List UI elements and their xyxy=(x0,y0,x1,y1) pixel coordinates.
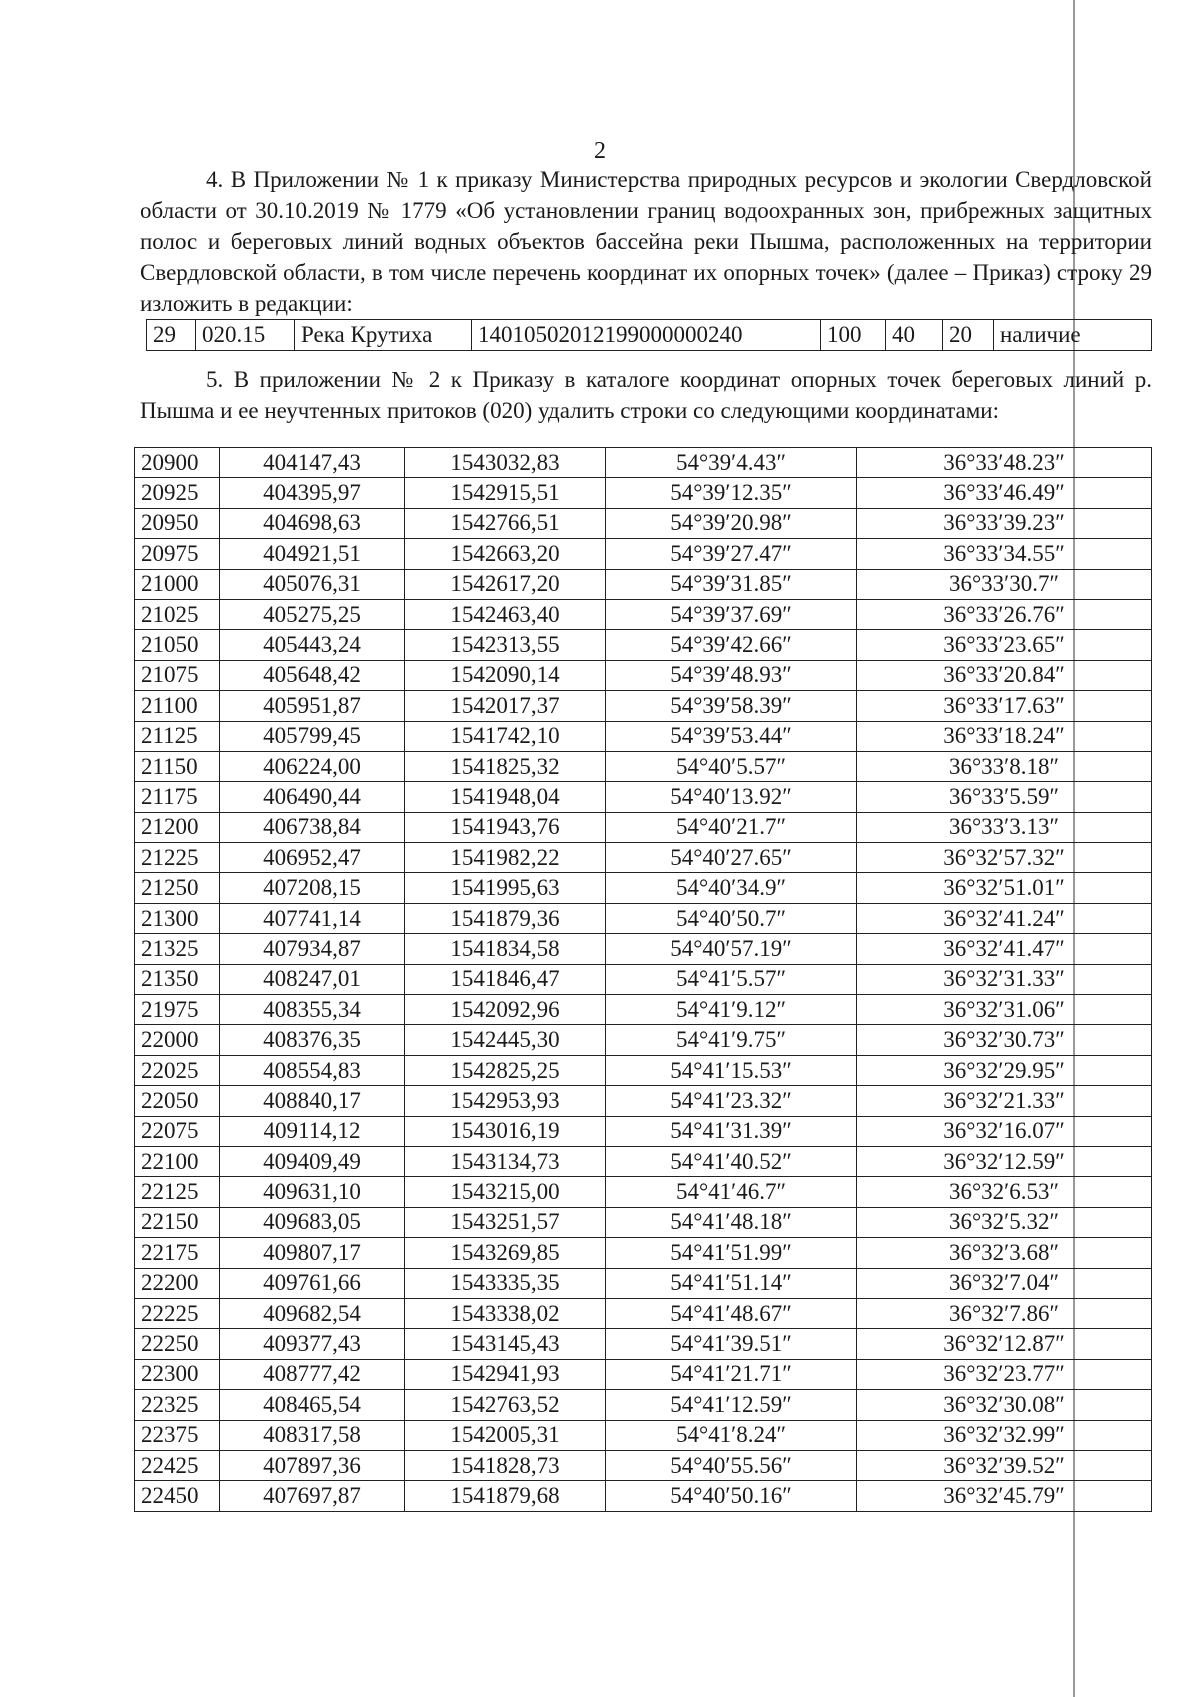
longitude-cell: 36°32′41.47″ xyxy=(857,934,1152,964)
table-row xyxy=(135,1359,1152,1389)
y-coordinate-cell: 1542915,51 xyxy=(405,478,606,508)
y-coordinate-cell: 1541825,32 xyxy=(405,751,606,781)
paragraph-5-text: 5. В приложении № 2 к Приказу в каталоге координат опорных точек береговых линий р. Пышма и ее неучтенных притоков (020) удалить строки со следующими координатами: xyxy=(140,367,1152,423)
longitude-cell: 36°33′30.7″ xyxy=(857,569,1152,599)
y-coordinate-cell: 1541879,68 xyxy=(405,1481,606,1511)
latitude-cell: 54°41′31.39″ xyxy=(606,1116,857,1146)
y-coordinate-cell: 1543335,35 xyxy=(405,1268,606,1298)
y-coordinate-cell: 1543145,43 xyxy=(405,1329,606,1359)
point-id-cell: 22450 xyxy=(135,1481,220,1511)
longitude-cell: 36°32′30.08″ xyxy=(857,1390,1152,1420)
point-id-cell: 22150 xyxy=(135,1207,220,1237)
x-coordinate-cell: 409377,43 xyxy=(220,1329,405,1359)
y-coordinate-cell: 1541948,04 xyxy=(405,782,606,812)
table-row xyxy=(135,660,1152,690)
latitude-cell: 54°40′13.92″ xyxy=(606,782,857,812)
x-coordinate-cell: 409631,10 xyxy=(220,1177,405,1207)
x-coordinate-cell: 405799,45 xyxy=(220,721,405,751)
latitude-cell: 54°39′37.69″ xyxy=(606,599,857,629)
longitude-cell: 36°33′8.18″ xyxy=(857,751,1152,781)
latitude-cell: 54°41′51.14″ xyxy=(606,1268,857,1298)
longitude-cell: 36°32′12.59″ xyxy=(857,1146,1152,1176)
point-id-cell: 21050 xyxy=(135,630,220,660)
table-row xyxy=(135,1116,1152,1146)
longitude-cell: 36°33′20.84″ xyxy=(857,660,1152,690)
x-coordinate-cell: 409683,05 xyxy=(220,1207,405,1237)
latitude-cell: 54°41′12.59″ xyxy=(606,1390,857,1420)
y-coordinate-cell: 1541834,58 xyxy=(405,934,606,964)
table-row xyxy=(135,630,1152,660)
x-coordinate-cell: 404921,51 xyxy=(220,539,405,569)
point-id-cell: 21125 xyxy=(135,721,220,751)
longitude-cell: 36°32′31.33″ xyxy=(857,964,1152,994)
table-row xyxy=(135,448,1152,478)
table-row xyxy=(135,1207,1152,1237)
x-coordinate-cell: 408317,58 xyxy=(220,1420,405,1450)
longitude-cell: 36°32′39.52″ xyxy=(857,1450,1152,1480)
longitude-cell: 36°32′51.01″ xyxy=(857,873,1152,903)
paragraph-5 xyxy=(140,364,1152,426)
point-id-cell: 22050 xyxy=(135,1086,220,1116)
y-coordinate-cell: 1543269,85 xyxy=(405,1238,606,1268)
latitude-cell: 54°40′34.9″ xyxy=(606,873,857,903)
latitude-cell: 54°39′27.47″ xyxy=(606,539,857,569)
longitude-cell: 36°33′46.49″ xyxy=(857,478,1152,508)
y-coordinate-cell: 1543338,02 xyxy=(405,1298,606,1328)
x-coordinate-cell: 407208,15 xyxy=(220,873,405,903)
coordinates-table-body xyxy=(135,448,1152,1512)
x-coordinate-cell: 404698,63 xyxy=(220,508,405,538)
point-id-cell: 22125 xyxy=(135,1177,220,1207)
row29-name: Река Крутиха xyxy=(295,320,472,351)
table-row xyxy=(135,1298,1152,1328)
point-id-cell: 21200 xyxy=(135,812,220,842)
longitude-cell: 36°33′18.24″ xyxy=(857,721,1152,751)
x-coordinate-cell: 405076,31 xyxy=(220,569,405,599)
table-row xyxy=(135,903,1152,933)
table-row xyxy=(135,1481,1152,1511)
longitude-cell: 36°33′17.63″ xyxy=(857,691,1152,721)
longitude-cell: 36°32′7.86″ xyxy=(857,1298,1152,1328)
y-coordinate-cell: 1542663,20 xyxy=(405,539,606,569)
point-id-cell: 22075 xyxy=(135,1116,220,1146)
y-coordinate-cell: 1542617,20 xyxy=(405,569,606,599)
point-id-cell: 21225 xyxy=(135,843,220,873)
row-29-table xyxy=(146,319,1152,351)
x-coordinate-cell: 406952,47 xyxy=(220,843,405,873)
y-coordinate-cell: 1541742,10 xyxy=(405,721,606,751)
table-row xyxy=(135,1420,1152,1450)
x-coordinate-cell: 408355,34 xyxy=(220,995,405,1025)
table-row xyxy=(135,508,1152,538)
latitude-cell: 54°39′58.39″ xyxy=(606,691,857,721)
point-id-cell: 20975 xyxy=(135,539,220,569)
y-coordinate-cell: 1542953,93 xyxy=(405,1086,606,1116)
latitude-cell: 54°39′4.43″ xyxy=(606,448,857,478)
table-row xyxy=(135,569,1152,599)
y-coordinate-cell: 1542763,52 xyxy=(405,1390,606,1420)
x-coordinate-cell: 408840,17 xyxy=(220,1086,405,1116)
latitude-cell: 54°40′27.65″ xyxy=(606,843,857,873)
y-coordinate-cell: 1543251,57 xyxy=(405,1207,606,1237)
table-row xyxy=(135,539,1152,569)
latitude-cell: 54°41′40.52″ xyxy=(606,1146,857,1176)
longitude-cell: 36°32′3.68″ xyxy=(857,1238,1152,1268)
longitude-cell: 36°32′16.07″ xyxy=(857,1116,1152,1146)
point-id-cell: 22325 xyxy=(135,1390,220,1420)
y-coordinate-cell: 1541943,76 xyxy=(405,812,606,842)
table-row xyxy=(135,1177,1152,1207)
latitude-cell: 54°39′31.85″ xyxy=(606,569,857,599)
longitude-cell: 36°32′29.95″ xyxy=(857,1055,1152,1085)
longitude-cell: 36°32′41.24″ xyxy=(857,903,1152,933)
point-id-cell: 22375 xyxy=(135,1420,220,1450)
y-coordinate-cell: 1542090,14 xyxy=(405,660,606,690)
latitude-cell: 54°41′39.51″ xyxy=(606,1329,857,1359)
table-row xyxy=(135,751,1152,781)
point-id-cell: 22250 xyxy=(135,1329,220,1359)
x-coordinate-cell: 404395,97 xyxy=(220,478,405,508)
x-coordinate-cell: 405443,24 xyxy=(220,630,405,660)
table-row xyxy=(135,782,1152,812)
latitude-cell: 54°41′9.12″ xyxy=(606,995,857,1025)
longitude-cell: 36°32′32.99″ xyxy=(857,1420,1152,1450)
point-id-cell: 21975 xyxy=(135,995,220,1025)
latitude-cell: 54°41′51.99″ xyxy=(606,1238,857,1268)
latitude-cell: 54°39′42.66″ xyxy=(606,630,857,660)
longitude-cell: 36°32′57.32″ xyxy=(857,843,1152,873)
x-coordinate-cell: 407741,14 xyxy=(220,903,405,933)
longitude-cell: 36°33′3.13″ xyxy=(857,812,1152,842)
x-coordinate-cell: 404147,43 xyxy=(220,448,405,478)
x-coordinate-cell: 405648,42 xyxy=(220,660,405,690)
y-coordinate-cell: 1543134,73 xyxy=(405,1146,606,1176)
latitude-cell: 54°41′5.57″ xyxy=(606,964,857,994)
latitude-cell: 54°40′21.7″ xyxy=(606,812,857,842)
table-row xyxy=(135,934,1152,964)
point-id-cell: 21175 xyxy=(135,782,220,812)
latitude-cell: 54°40′50.7″ xyxy=(606,903,857,933)
y-coordinate-cell: 1542005,31 xyxy=(405,1420,606,1450)
longitude-cell: 36°32′12.87″ xyxy=(857,1329,1152,1359)
x-coordinate-cell: 409682,54 xyxy=(220,1298,405,1328)
point-id-cell: 21100 xyxy=(135,691,220,721)
latitude-cell: 54°41′9.75″ xyxy=(606,1025,857,1055)
point-id-cell: 21350 xyxy=(135,964,220,994)
x-coordinate-cell: 408376,35 xyxy=(220,1025,405,1055)
x-coordinate-cell: 406224,00 xyxy=(220,751,405,781)
latitude-cell: 54°40′57.19″ xyxy=(606,934,857,964)
point-id-cell: 22200 xyxy=(135,1268,220,1298)
y-coordinate-cell: 1542445,30 xyxy=(405,1025,606,1055)
coordinates-table xyxy=(134,447,1152,1512)
point-id-cell: 21300 xyxy=(135,903,220,933)
longitude-cell: 36°33′5.59″ xyxy=(857,782,1152,812)
row29-code: 020.15 xyxy=(196,320,295,351)
table-row xyxy=(135,691,1152,721)
longitude-cell: 36°32′6.53″ xyxy=(857,1177,1152,1207)
y-coordinate-cell: 1542017,37 xyxy=(405,691,606,721)
y-coordinate-cell: 1543215,00 xyxy=(405,1177,606,1207)
latitude-cell: 54°39′12.35″ xyxy=(606,478,857,508)
point-id-cell: 22000 xyxy=(135,1025,220,1055)
longitude-cell: 36°32′7.04″ xyxy=(857,1268,1152,1298)
table-row xyxy=(135,1086,1152,1116)
x-coordinate-cell: 405275,25 xyxy=(220,599,405,629)
x-coordinate-cell: 407697,87 xyxy=(220,1481,405,1511)
y-coordinate-cell: 1541982,22 xyxy=(405,843,606,873)
latitude-cell: 54°40′5.57″ xyxy=(606,751,857,781)
point-id-cell: 22175 xyxy=(135,1238,220,1268)
y-coordinate-cell: 1543032,83 xyxy=(405,448,606,478)
longitude-cell: 36°33′48.23″ xyxy=(857,448,1152,478)
point-id-cell: 21000 xyxy=(135,569,220,599)
y-coordinate-cell: 1542766,51 xyxy=(405,508,606,538)
x-coordinate-cell: 409807,17 xyxy=(220,1238,405,1268)
point-id-cell: 22225 xyxy=(135,1298,220,1328)
y-coordinate-cell: 1541846,47 xyxy=(405,964,606,994)
paragraph-4-text: 4. В Приложении № 1 к приказу Министерства природных ресурсов и экологии Свердловской области от 30.10.2019 № 1779 «Об установлении границ водоохранных зон, прибрежных защитных полос и береговых линий водных объектов бассейна реки Пышма, расположенных на территории Свердловской области, в том числе перечень координат их опорных точек» (далее – Приказ) строку 29 изложить в редакции: xyxy=(140,167,1152,316)
latitude-cell: 54°39′20.98″ xyxy=(606,508,857,538)
table-row xyxy=(135,843,1152,873)
row29-value-1: 100 xyxy=(821,320,886,351)
longitude-cell: 36°33′23.65″ xyxy=(857,630,1152,660)
x-coordinate-cell: 406490,44 xyxy=(220,782,405,812)
table-row xyxy=(135,1025,1152,1055)
longitude-cell: 36°32′23.77″ xyxy=(857,1359,1152,1389)
longitude-cell: 36°33′39.23″ xyxy=(857,508,1152,538)
point-id-cell: 21325 xyxy=(135,934,220,964)
longitude-cell: 36°32′45.79″ xyxy=(857,1481,1152,1511)
y-coordinate-cell: 1542313,55 xyxy=(405,630,606,660)
latitude-cell: 54°41′21.71″ xyxy=(606,1359,857,1389)
x-coordinate-cell: 408247,01 xyxy=(220,964,405,994)
y-coordinate-cell: 1542463,40 xyxy=(405,599,606,629)
x-coordinate-cell: 408777,42 xyxy=(220,1359,405,1389)
table-row xyxy=(135,995,1152,1025)
point-id-cell: 20925 xyxy=(135,478,220,508)
point-id-cell: 21150 xyxy=(135,751,220,781)
longitude-cell: 36°33′34.55″ xyxy=(857,539,1152,569)
point-id-cell: 21075 xyxy=(135,660,220,690)
table-row xyxy=(135,721,1152,751)
latitude-cell: 54°40′55.56″ xyxy=(606,1450,857,1480)
y-coordinate-cell: 1542941,93 xyxy=(405,1359,606,1389)
paragraph-4 xyxy=(140,164,1152,319)
longitude-cell: 36°32′30.73″ xyxy=(857,1025,1152,1055)
point-id-cell: 22425 xyxy=(135,1450,220,1480)
row29-registry-code: 14010502012199000000240 xyxy=(472,320,821,351)
latitude-cell: 54°40′50.16″ xyxy=(606,1481,857,1511)
y-coordinate-cell: 1541995,63 xyxy=(405,873,606,903)
x-coordinate-cell: 408465,54 xyxy=(220,1390,405,1420)
table-row xyxy=(135,1329,1152,1359)
x-coordinate-cell: 407897,36 xyxy=(220,1450,405,1480)
point-id-cell: 21250 xyxy=(135,873,220,903)
table-row xyxy=(135,599,1152,629)
x-coordinate-cell: 409409,49 xyxy=(220,1146,405,1176)
y-coordinate-cell: 1542825,25 xyxy=(405,1055,606,1085)
row29-value-2: 40 xyxy=(886,320,943,351)
longitude-cell: 36°32′5.32″ xyxy=(857,1207,1152,1237)
row29-value-3: 20 xyxy=(943,320,994,351)
table-row xyxy=(135,1268,1152,1298)
latitude-cell: 54°41′8.24″ xyxy=(606,1420,857,1450)
latitude-cell: 54°39′53.44″ xyxy=(606,721,857,751)
longitude-cell: 36°33′26.76″ xyxy=(857,599,1152,629)
table-row xyxy=(135,873,1152,903)
latitude-cell: 54°41′15.53″ xyxy=(606,1055,857,1085)
longitude-cell: 36°32′21.33″ xyxy=(857,1086,1152,1116)
x-coordinate-cell: 408554,83 xyxy=(220,1055,405,1085)
point-id-cell: 21025 xyxy=(135,599,220,629)
table-row xyxy=(135,1055,1152,1085)
table-row xyxy=(135,1238,1152,1268)
y-coordinate-cell: 1541828,73 xyxy=(405,1450,606,1480)
latitude-cell: 54°41′46.7″ xyxy=(606,1177,857,1207)
point-id-cell: 22100 xyxy=(135,1146,220,1176)
longitude-cell: 36°32′31.06″ xyxy=(857,995,1152,1025)
latitude-cell: 54°41′48.18″ xyxy=(606,1207,857,1237)
x-coordinate-cell: 407934,87 xyxy=(220,934,405,964)
x-coordinate-cell: 405951,87 xyxy=(220,691,405,721)
latitude-cell: 54°41′23.32″ xyxy=(606,1086,857,1116)
row29-number: 29 xyxy=(147,320,196,351)
latitude-cell: 54°41′48.67″ xyxy=(606,1298,857,1328)
point-id-cell: 22300 xyxy=(135,1359,220,1389)
row29-status: наличие xyxy=(994,320,1152,351)
table-row xyxy=(135,1450,1152,1480)
y-coordinate-cell: 1542092,96 xyxy=(405,995,606,1025)
y-coordinate-cell: 1541879,36 xyxy=(405,903,606,933)
x-coordinate-cell: 406738,84 xyxy=(220,812,405,842)
point-id-cell: 20950 xyxy=(135,508,220,538)
table-row xyxy=(135,964,1152,994)
point-id-cell: 20900 xyxy=(135,448,220,478)
table-row xyxy=(147,320,1152,351)
x-coordinate-cell: 409114,12 xyxy=(220,1116,405,1146)
table-row xyxy=(135,1390,1152,1420)
page-number: 2 xyxy=(594,138,606,164)
x-coordinate-cell: 409761,66 xyxy=(220,1268,405,1298)
y-coordinate-cell: 1543016,19 xyxy=(405,1116,606,1146)
table-row xyxy=(135,812,1152,842)
table-row xyxy=(135,478,1152,508)
latitude-cell: 54°39′48.93″ xyxy=(606,660,857,690)
point-id-cell: 22025 xyxy=(135,1055,220,1085)
table-row xyxy=(135,1146,1152,1176)
